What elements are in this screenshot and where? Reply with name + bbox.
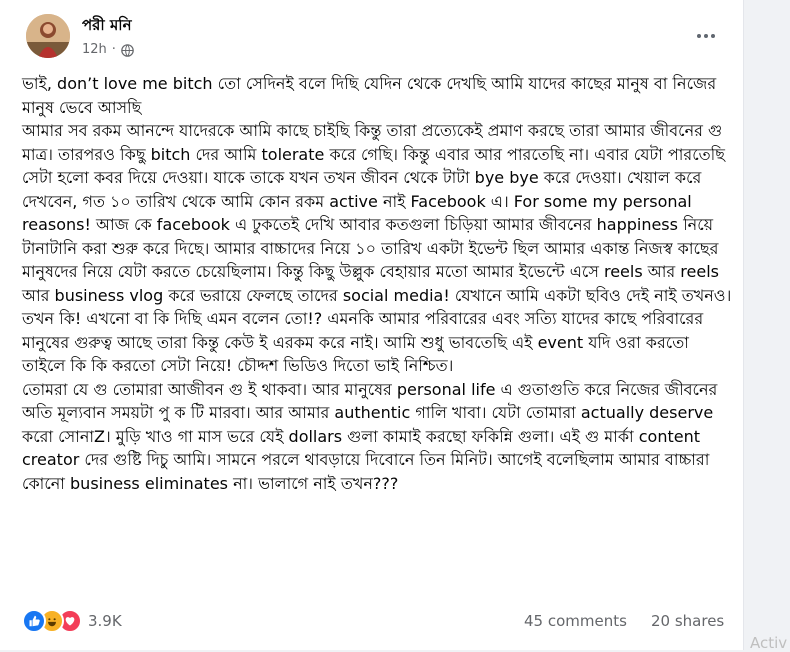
author-avatar[interactable]: [26, 14, 70, 58]
reaction-count: 3.9K: [88, 612, 122, 630]
like-icon: [22, 609, 46, 633]
meta-separator: ·: [111, 42, 116, 57]
post-paragraph: তোমরা যে গু তোমারা আজীবন গু ই থাকবা। আর মানুষের personal life এ গুতাগুতি করে নিজের জীবনের অতি মূল্যবান সময়টা পু ক টি মারবা। আর আমার authentic গালি খাবা। যেটা তোমারা actually deserve করো সোনাZ। মুড়ি খাও গা মাস ভরে যেই dollars গুলা কামাই করছো ফকিন্নি গুলা। এই গু মার্কা content creator দের গুষ্টি দিচু আমি। সামনে পরলে থাবড়ায়ে দিবোনে তিন মিনিট। আগেই বলেছিলাম আমার বাচ্চারা কোনো business eliminates না। ভালাগে নাই তখন???: [22, 379, 718, 493]
post-paragraph: আমার সব রকম আনন্দে যাদেরকে আমি কাছে চাইছি কিন্তু তারা প্রত্যেকেই প্রমাণ করছে তারা আমার জীবনের গু মাত্র। তারপরও কিছু bitch দের আমি tolerate করে গেছি। কিন্তু এবার আর পারতেছি না। এবার যেটা পারতেছি সেটা হলো কবর দিয়ে দেওয়া। যাকে তাকে যখন তখন জীবন থেকে টাটা bye bye করে দেওয়া। খেয়াল করে দেখবেন, গত ১০ তারিখ থেকে আমি কোন রকম active নাই Facebook এ। For some my personal reasons! আজ কে facebook এ ঢুকতেই দেখি আবার কতগুলা চিড়িয়া আমার জীবনের happiness নিয়ে টানাটানি করা শুরু করে দিছে। আমার বাচ্চাদের নিয়ে ১০ তারিখ একটা ইভেন্ট ছিল আমার একান্ত নিজস্ব কাছের মানুষদের নিয়ে যেটা করতে চেয়েছিলাম। কিন্তু কিছু উল্লুক বেহায়ার মতো আমার ইভেন্টে এসে reels আর reels আর business vlog করে ভরায়ে ফেলছে তাদের social media! যেখানে আমি একটা ছবিও দেই নাই তখনও। তখন কি! এখনো বা কি দিছি এমন বলেন তো!? এমনকি আমার পরিবারের এবং সত্যি যাদের কাছে পরিবারের মানুষের গুরুত্ব আছে তারা কিন্তু কেউ ই এরকম করে নাই। আমি শুধু ভাবতেছি এই event যদি ওরা করতো তাইলে কি কি করতো সেটা নিয়ে! চৌদ্দশ ভিডিও দিতো ভাই নিশ্চিত।: [22, 121, 732, 375]
post-footer: [22, 607, 734, 635]
more-dot-icon: [704, 34, 708, 38]
post-paragraph: ভাই, don’t love me bitch তো সেদিনই বলে দিছি যেদিন থেকে দেখছি আমি যাদের কাছের মানুষ বা নিজের মানুষ ভেবে আসছি: [22, 74, 717, 117]
shares-count-link[interactable]: 20 shares: [651, 612, 725, 630]
author-name[interactable]: পরী মনি: [82, 16, 132, 34]
more-dot-icon: [697, 34, 701, 38]
activation-watermark: Activ: [750, 634, 788, 652]
comments-count-link[interactable]: 45 comments: [524, 612, 627, 630]
more-options-button[interactable]: [688, 20, 724, 52]
reactions-summary[interactable]: [22, 609, 122, 633]
avatar-image: [26, 14, 70, 58]
post-header: [0, 0, 744, 72]
post-time[interactable]: 12h: [82, 42, 107, 57]
more-dot-icon: [711, 34, 715, 38]
post-text: [22, 72, 734, 495]
globe-icon[interactable]: [121, 44, 134, 57]
post-meta: [82, 41, 134, 59]
